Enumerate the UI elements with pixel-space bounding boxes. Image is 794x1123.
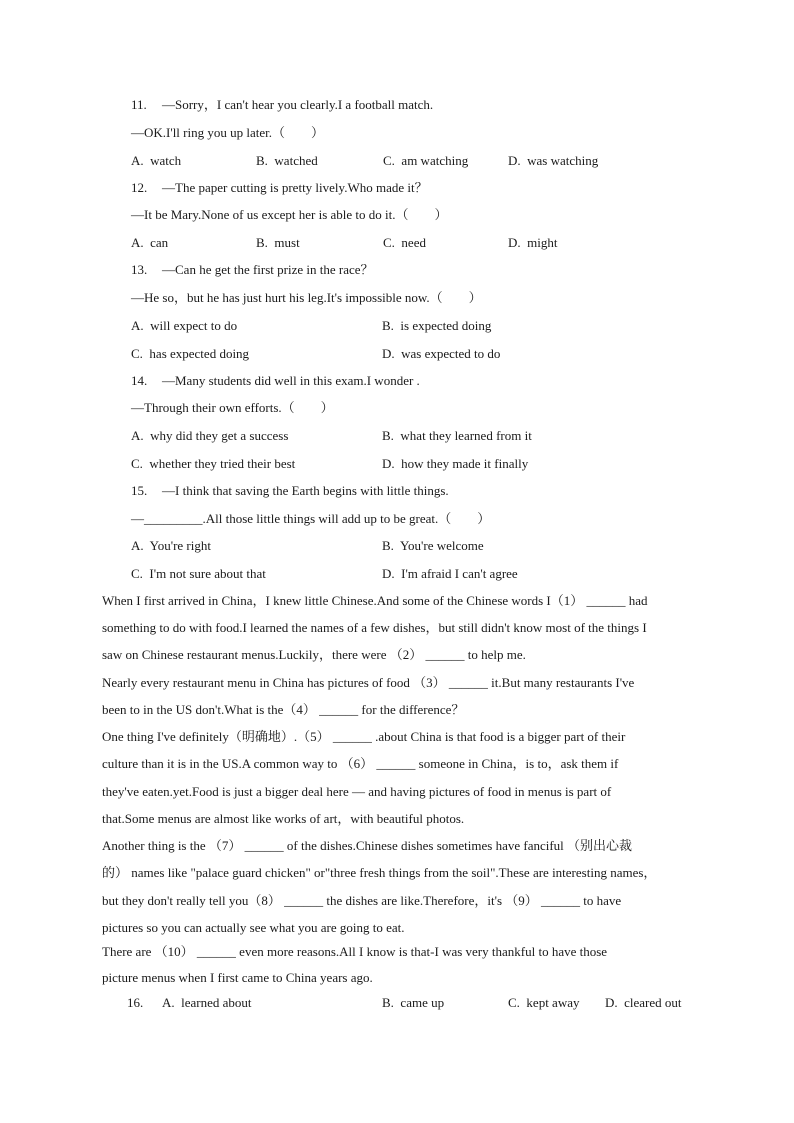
question-reply: —_________.All those little things will add up to be great.（ ） (131, 511, 491, 526)
passage-line: One thing I've definitely（明确地）.（5） ______ .about China is that food is a bigger part of their (102, 729, 626, 744)
question-number: 15. (131, 483, 148, 498)
passage-line: When I first arrived in China，I knew little Chinese.And some of the Chinese words I（1） ______ had (102, 593, 648, 608)
passage-line: been to in the US don't.What is the（4） ______ for the difference？ (102, 702, 465, 717)
option-d[interactable]: D. how they made it finally (382, 456, 529, 471)
passage-line: but they don't really tell you（8） ______ the dishes are like.Therefore，it's （9） ______ to have (102, 893, 622, 908)
option-d[interactable]: D. cleared out (605, 995, 682, 1010)
passage-line: 的） names like "palace guard chicken" or"three fresh things from the soil".These are interesting names， (102, 865, 657, 880)
passage-line: Another thing is the （7） ______ of the dishes.Chinese dishes sometimes have fanciful （别出心裁 (102, 838, 633, 853)
option-a[interactable]: A. will expect to do (131, 318, 238, 333)
option-c[interactable]: C. has expected doing (131, 346, 250, 361)
option-d[interactable]: D. was expected to do (382, 346, 501, 361)
passage-line: There are （10） ______ even more reasons.All I know is that-I was very thankful to have those (102, 944, 608, 959)
question-stem: —The paper cutting is pretty lively.Who made it？ (162, 180, 428, 195)
option-b[interactable]: B. came up (382, 995, 445, 1010)
option-a[interactable]: A. can (131, 235, 169, 250)
option-b[interactable]: B. is expected doing (382, 318, 492, 333)
question-number: 16. (127, 995, 144, 1010)
passage-line: saw on Chinese restaurant menus.Luckily，there were （2） ______ to help me. (102, 647, 526, 662)
passage-line: picture menus when I first came to China years ago. (102, 970, 373, 985)
option-b[interactable]: B. must (256, 235, 300, 250)
option-a[interactable]: A. watch (131, 153, 182, 168)
option-a[interactable]: A. why did they get a success (131, 428, 289, 443)
question-number: 14. (131, 373, 148, 388)
passage-line: pictures so you can actually see what you are going to eat. (102, 920, 405, 935)
passage-line: something to do with food.I learned the names of a few dishes，but still didn't know most of the things I (102, 620, 647, 635)
question-stem: —Can he get the first prize in the race？ (162, 262, 374, 277)
option-b[interactable]: B. You're welcome (382, 538, 484, 553)
option-c[interactable]: C. I'm not sure about that (131, 566, 266, 581)
option-b[interactable]: B. watched (256, 153, 318, 168)
option-c[interactable]: C. need (383, 235, 426, 250)
option-b[interactable]: B. what they learned from it (382, 428, 532, 443)
option-a[interactable]: A. You're right (131, 538, 211, 553)
option-d[interactable]: D. was watching (508, 153, 599, 168)
option-a[interactable]: A. learned about (162, 995, 252, 1010)
passage-line: Nearly every restaurant menu in China has pictures of food （3） ______ it.But many restaurants I've (102, 675, 635, 690)
option-c[interactable]: C. kept away (508, 995, 580, 1010)
option-c[interactable]: C. whether they tried their best (131, 456, 296, 471)
question-number: 13. (131, 262, 148, 277)
question-reply: —Through their own efforts.（ ） (131, 400, 334, 415)
option-d[interactable]: D. I'm afraid I can't agree (382, 566, 518, 581)
question-reply: —It be Mary.None of us except her is able to do it.（ ） (131, 207, 448, 222)
question-reply: —OK.I'll ring you up later.（ ） (131, 125, 324, 140)
option-d[interactable]: D. might (508, 235, 558, 250)
question-number: 11. (131, 97, 147, 112)
question-stem: —I think that saving the Earth begins with little things. (162, 483, 449, 498)
question-reply: —He so，but he has just hurt his leg.It's impossible now.（ ） (131, 290, 482, 305)
passage-line: they've eaten.yet.Food is just a bigger deal here — and having pictures of food in menus is part of (102, 784, 612, 799)
passage-line: that.Some menus are almost like works of art，with beautiful photos. (102, 811, 465, 826)
passage-line: culture than it is in the US.A common way to （6） ______ someone in China，is to，ask them if (102, 756, 619, 771)
option-c[interactable]: C. am watching (383, 153, 469, 168)
question-stem: —Many students did well in this exam.I wonder . (162, 373, 420, 388)
question-number: 12. (131, 180, 148, 195)
question-stem: —Sorry，I can't hear you clearly.I a football match. (162, 97, 434, 112)
